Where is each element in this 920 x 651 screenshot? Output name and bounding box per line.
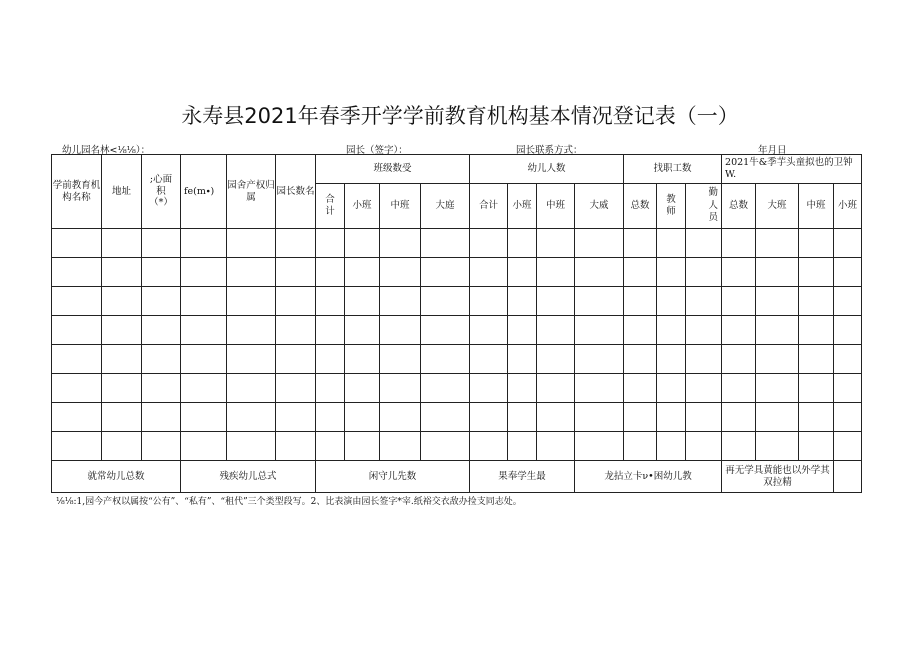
entry-cell[interactable]: [799, 258, 834, 287]
entry-cell[interactable]: [508, 432, 537, 461]
entry-cell[interactable]: [575, 403, 624, 432]
entry-cell[interactable]: [575, 258, 624, 287]
date-label: 年月日: [758, 145, 787, 156]
entry-cell[interactable]: [756, 287, 799, 316]
sub-teacher: [657, 184, 686, 229]
entry-cell[interactable]: [834, 258, 862, 287]
entry-cell[interactable]: [52, 258, 102, 287]
header-child-count: 幼儿人数: [470, 155, 624, 184]
entry-cell[interactable]: [345, 258, 380, 287]
entry-cell[interactable]: [345, 229, 380, 258]
entry-cell[interactable]: [834, 287, 862, 316]
entry-cell[interactable]: [537, 316, 575, 345]
sub-grp-total: 总数: [722, 184, 756, 229]
entry-cell[interactable]: [421, 229, 470, 258]
sub-grp-mid: 中班: [799, 184, 834, 229]
entry-cell[interactable]: [624, 345, 657, 374]
entry-cell[interactable]: [799, 403, 834, 432]
entry-cell[interactable]: [657, 374, 686, 403]
sub-big-b: 大威: [575, 184, 624, 229]
entry-cell[interactable]: [508, 345, 537, 374]
entry-cell[interactable]: [52, 229, 102, 258]
entry-cell[interactable]: [722, 432, 756, 461]
table-row: [52, 345, 862, 374]
entry-cell[interactable]: [686, 287, 722, 316]
entry-cell[interactable]: [102, 345, 142, 374]
entry-cell[interactable]: [316, 287, 345, 316]
entry-cell[interactable]: [575, 287, 624, 316]
sub-mid-a: 中班: [380, 184, 421, 229]
entry-cell[interactable]: [142, 287, 181, 316]
entry-cell[interactable]: [52, 287, 102, 316]
entry-cell[interactable]: [624, 316, 657, 345]
entry-cell[interactable]: [686, 432, 722, 461]
table-row: [52, 432, 862, 461]
entry-cell[interactable]: [142, 432, 181, 461]
entry-cell[interactable]: [421, 432, 470, 461]
entry-cell[interactable]: [624, 229, 657, 258]
header-address: 地址: [102, 155, 142, 229]
entry-cell[interactable]: [575, 432, 624, 461]
entry-cell[interactable]: [624, 374, 657, 403]
entry-cell[interactable]: [799, 432, 834, 461]
entry-cell[interactable]: [799, 316, 834, 345]
entry-cell[interactable]: [316, 345, 345, 374]
footer-poverty-children: 龙拈立卡ν•困幼儿教: [575, 461, 722, 493]
entry-cell[interactable]: [508, 287, 537, 316]
entry-cell[interactable]: [345, 403, 380, 432]
table-row: [52, 229, 862, 258]
entry-cell[interactable]: [799, 374, 834, 403]
entry-cell[interactable]: [276, 374, 316, 403]
entry-cell[interactable]: [508, 403, 537, 432]
entry-cell[interactable]: [624, 432, 657, 461]
entry-cell[interactable]: [380, 229, 421, 258]
entry-cell[interactable]: [834, 403, 862, 432]
entry-cell[interactable]: [470, 287, 508, 316]
entry-cell[interactable]: [276, 432, 316, 461]
sub-worker-text: 勤人员: [708, 187, 719, 224]
entry-cell[interactable]: [537, 432, 575, 461]
entry-cell[interactable]: [181, 432, 227, 461]
entry-cell[interactable]: [316, 258, 345, 287]
entry-cell[interactable]: [834, 345, 862, 374]
entry-cell[interactable]: [470, 229, 508, 258]
entry-cell[interactable]: [276, 258, 316, 287]
entry-cell[interactable]: [799, 345, 834, 374]
sub-small-b: 小班: [508, 184, 537, 229]
entry-cell[interactable]: [470, 374, 508, 403]
contact-label: 园长联系方式：: [516, 145, 583, 156]
entry-cell[interactable]: [537, 374, 575, 403]
entry-cell[interactable]: [756, 258, 799, 287]
entry-cell[interactable]: [834, 316, 862, 345]
entry-cell[interactable]: [227, 374, 276, 403]
registration-table: [51, 154, 862, 493]
entry-cell[interactable]: [657, 345, 686, 374]
entry-cell[interactable]: [470, 345, 508, 374]
entry-cell[interactable]: [52, 316, 102, 345]
entry-cell[interactable]: [316, 229, 345, 258]
entry-cell[interactable]: [799, 229, 834, 258]
entry-cell[interactable]: [181, 316, 227, 345]
entry-cell[interactable]: [142, 374, 181, 403]
entry-cell[interactable]: [756, 229, 799, 258]
entry-cell[interactable]: [537, 258, 575, 287]
sub-total-a: [316, 184, 345, 229]
sub-total-a-text: 合计: [325, 193, 335, 217]
footer-left-behind: 闲守儿先数: [316, 461, 470, 493]
header-fe: fe(m∙): [181, 155, 227, 229]
entry-cell[interactable]: [52, 374, 102, 403]
entry-cell[interactable]: [421, 258, 470, 287]
entry-cell[interactable]: [722, 403, 756, 432]
entry-cell[interactable]: [756, 345, 799, 374]
entry-cell[interactable]: [508, 374, 537, 403]
header-class-count: 班级数受: [316, 155, 470, 184]
entry-cell[interactable]: [181, 403, 227, 432]
entry-cell[interactable]: [537, 345, 575, 374]
entry-cell[interactable]: [102, 316, 142, 345]
entry-cell[interactable]: [421, 287, 470, 316]
entry-cell[interactable]: [686, 316, 722, 345]
footer-relocated: 果奉学生最: [470, 461, 575, 493]
entry-cell[interactable]: [575, 374, 624, 403]
entry-cell[interactable]: [380, 345, 421, 374]
entry-cell[interactable]: [181, 374, 227, 403]
entry-cell[interactable]: [316, 432, 345, 461]
sub-total-b: 合计: [470, 184, 508, 229]
entry-cell[interactable]: [380, 374, 421, 403]
entry-cell[interactable]: [421, 403, 470, 432]
entry-cell[interactable]: [575, 345, 624, 374]
sub-worker: [686, 184, 722, 229]
entry-cell[interactable]: [686, 258, 722, 287]
entry-cell[interactable]: [380, 432, 421, 461]
entry-cell[interactable]: [181, 258, 227, 287]
entry-cell[interactable]: [52, 432, 102, 461]
entry-cell[interactable]: [686, 345, 722, 374]
entry-cell[interactable]: [686, 229, 722, 258]
entry-cell[interactable]: [276, 345, 316, 374]
table-row: [52, 316, 862, 345]
entry-cell[interactable]: [722, 345, 756, 374]
entry-cell[interactable]: [756, 374, 799, 403]
entry-cell[interactable]: [181, 287, 227, 316]
entry-cell[interactable]: [181, 345, 227, 374]
sub-grp-big: 大班: [756, 184, 799, 229]
entry-cell[interactable]: [276, 403, 316, 432]
sub-teacher-text: 教师: [666, 193, 676, 217]
entry-cell[interactable]: [316, 316, 345, 345]
entry-cell[interactable]: [227, 432, 276, 461]
entry-cell[interactable]: [276, 316, 316, 345]
entry-cell[interactable]: [52, 345, 102, 374]
entry-cell[interactable]: [345, 316, 380, 345]
entry-cell[interactable]: [227, 287, 276, 316]
entry-cell[interactable]: [470, 258, 508, 287]
entry-cell[interactable]: [142, 229, 181, 258]
header-area-bot: （*）: [149, 197, 173, 209]
sub-big-a: 大庭: [421, 184, 470, 229]
entry-cell[interactable]: [142, 258, 181, 287]
header-institution: 学前教育机构名称: [52, 155, 102, 229]
entry-cell[interactable]: [102, 229, 142, 258]
footer-blank: [834, 461, 862, 493]
footer-normal-children: 就常幼儿总数: [52, 461, 181, 493]
entry-cell[interactable]: [181, 229, 227, 258]
entry-cell[interactable]: [345, 374, 380, 403]
entry-cell[interactable]: [421, 316, 470, 345]
entry-cell[interactable]: [380, 316, 421, 345]
entry-cell[interactable]: [227, 316, 276, 345]
entry-cell[interactable]: [470, 316, 508, 345]
entry-cell[interactable]: [624, 287, 657, 316]
footer-other: 再无学具黄能也以外学其双拉精: [722, 461, 834, 493]
table-row: [52, 287, 862, 316]
entry-cell[interactable]: [799, 287, 834, 316]
page-title: 永寿县2021年春季开学学前教育机构基本情况登记表（一）: [181, 104, 739, 128]
entry-cell[interactable]: [380, 258, 421, 287]
header-area-mid: 积: [156, 185, 166, 197]
sub-small-a: 小班: [345, 184, 380, 229]
entry-cell[interactable]: [657, 403, 686, 432]
header-area: [142, 155, 181, 229]
header-year-group: 2021牛&季芋头童拟也的卫钟W.: [722, 155, 862, 184]
header-area-top: ;心面: [149, 173, 173, 185]
entry-cell[interactable]: [575, 316, 624, 345]
entry-cell[interactable]: [508, 229, 537, 258]
entry-cell[interactable]: [686, 403, 722, 432]
entry-cell[interactable]: [756, 403, 799, 432]
footnote: ⅛⅛:1,园今产权以属按“公有”、“私有”、“租代”三个类型段写。2、比表演由园长签字*宰.纸裕交衣敌办捡支同志处。: [56, 497, 522, 507]
entry-cell[interactable]: [624, 258, 657, 287]
entry-cell[interactable]: [657, 316, 686, 345]
entry-cell[interactable]: [380, 403, 421, 432]
entry-cell[interactable]: [276, 287, 316, 316]
entry-cell[interactable]: [227, 403, 276, 432]
entry-cell[interactable]: [537, 287, 575, 316]
entry-cell[interactable]: [756, 432, 799, 461]
entry-cell[interactable]: [722, 229, 756, 258]
entry-cell[interactable]: [575, 229, 624, 258]
entry-cell[interactable]: [537, 229, 575, 258]
sub-grp-small: 小班: [834, 184, 862, 229]
table-row: [52, 403, 862, 432]
entry-cell[interactable]: [508, 258, 537, 287]
entry-cell[interactable]: [537, 403, 575, 432]
entry-cell[interactable]: [624, 403, 657, 432]
sub-mid-b: 中班: [537, 184, 575, 229]
entry-cell[interactable]: [316, 374, 345, 403]
entry-cell[interactable]: [686, 374, 722, 403]
entry-cell[interactable]: [722, 374, 756, 403]
entry-cell[interactable]: [102, 258, 142, 287]
entry-cell[interactable]: [102, 374, 142, 403]
entry-cell[interactable]: [722, 287, 756, 316]
entry-cell[interactable]: [657, 432, 686, 461]
entry-cell[interactable]: [834, 432, 862, 461]
entry-cell[interactable]: [380, 287, 421, 316]
sub-staff-total: 总数: [624, 184, 657, 229]
entry-cell[interactable]: [657, 229, 686, 258]
entry-cell[interactable]: [142, 403, 181, 432]
entry-cell[interactable]: [657, 258, 686, 287]
entry-cell[interactable]: [227, 258, 276, 287]
entry-cell[interactable]: [421, 374, 470, 403]
footer-disabled-children: 残疾幼儿总式: [181, 461, 316, 493]
entry-cell[interactable]: [102, 403, 142, 432]
entry-cell[interactable]: [345, 287, 380, 316]
entry-cell[interactable]: [722, 316, 756, 345]
kindergarten-name-label: 幼儿园名林<⅛⅛）：: [62, 145, 151, 156]
header-ownership: 园舍产权归属: [227, 155, 276, 229]
header-staff: 找职工数: [624, 155, 722, 184]
entry-cell[interactable]: [345, 345, 380, 374]
entry-cell[interactable]: [142, 316, 181, 345]
entry-cell[interactable]: [316, 403, 345, 432]
entry-cell[interactable]: [470, 403, 508, 432]
entry-cell[interactable]: [102, 287, 142, 316]
entry-cell[interactable]: [345, 432, 380, 461]
entry-cell[interactable]: [227, 345, 276, 374]
entry-cell[interactable]: [834, 374, 862, 403]
entry-cell[interactable]: [834, 229, 862, 258]
entry-cell[interactable]: [142, 345, 181, 374]
entry-cell[interactable]: [756, 316, 799, 345]
entry-cell[interactable]: [722, 258, 756, 287]
table-row: [52, 258, 862, 287]
director-sign-label: 园长（签字）：: [346, 145, 408, 156]
entry-cell[interactable]: [52, 403, 102, 432]
entry-cell[interactable]: [470, 432, 508, 461]
entry-cell[interactable]: [102, 432, 142, 461]
entry-cell[interactable]: [657, 287, 686, 316]
table-row: [52, 374, 862, 403]
entry-cell[interactable]: [508, 316, 537, 345]
entry-cell[interactable]: [421, 345, 470, 374]
header-director-num: 园长数名: [276, 155, 316, 229]
entry-cell[interactable]: [276, 229, 316, 258]
data-rows: [52, 229, 862, 461]
entry-cell[interactable]: [227, 229, 276, 258]
